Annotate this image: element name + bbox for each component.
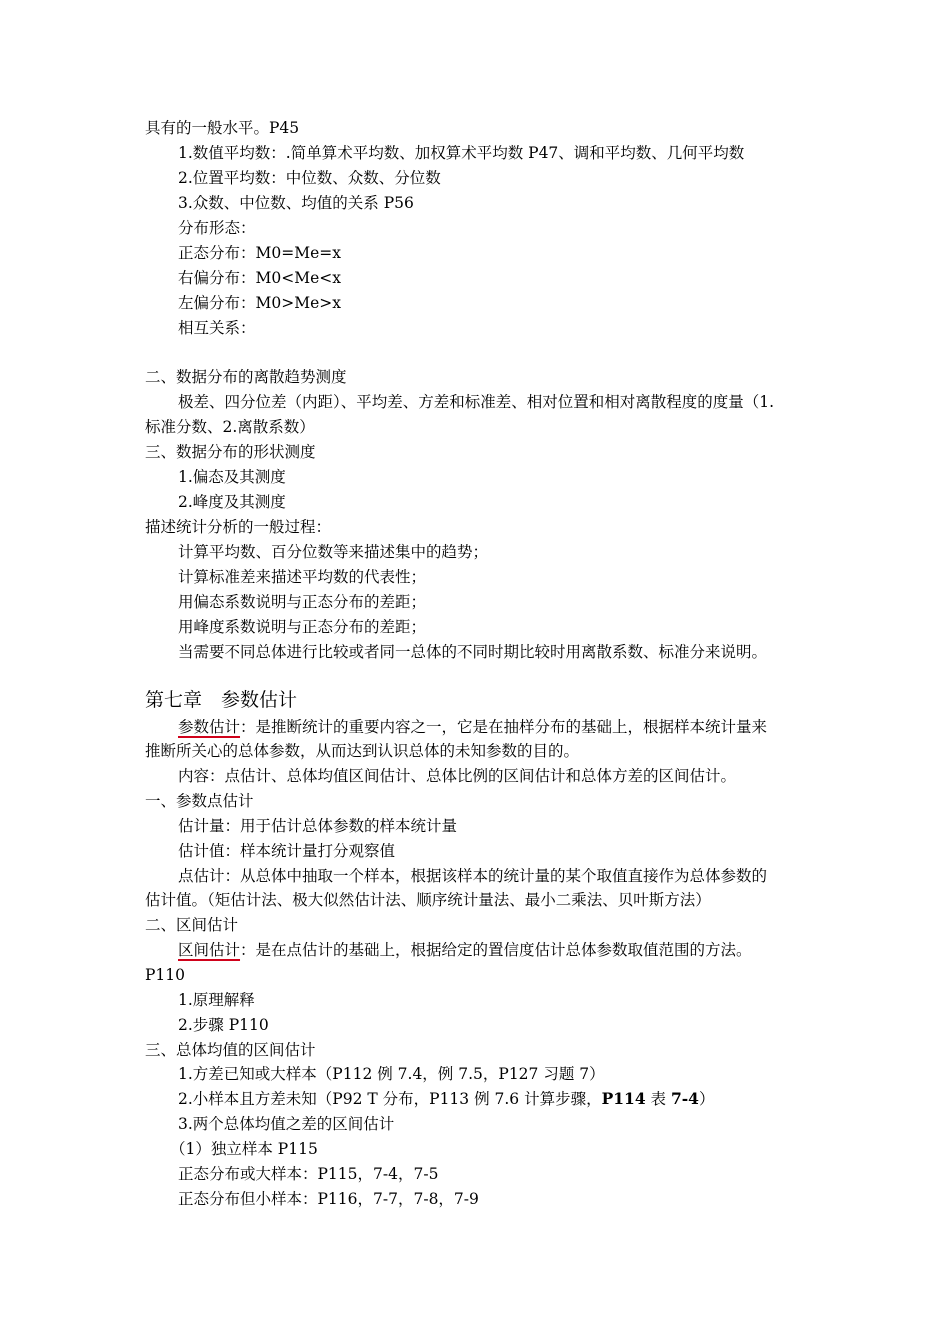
text-line: 当需要不同总体进行比较或者同一总体的不同时期比较时用离散系数、标准分来说明。: [178, 643, 768, 661]
underlined-term: 参数估计: [178, 718, 241, 736]
section-heading: 二、区间估计: [145, 916, 239, 934]
text-line: 2.步骤 P110: [178, 1016, 269, 1034]
text-line: 左偏分布：M0>Me>x: [178, 294, 341, 312]
text-line: 正态分布：M0=Me=x: [178, 244, 341, 262]
text-line: 正态分布但小样本：P116，7-7，7-8，7-9: [178, 1190, 479, 1208]
text-line: 估计量：用于估计总体参数的样本统计量: [178, 817, 458, 835]
text-line: 1.原理解释: [178, 991, 255, 1009]
text-line: （1）独立样本 P115: [170, 1140, 318, 1158]
text-line: 计算标准差来描述平均数的代表性；: [178, 568, 427, 586]
text-line: 用峰度系数说明与正态分布的差距；: [178, 618, 427, 636]
text-line: 1.偏态及其测度: [178, 468, 286, 486]
text-line: 2.位置平均数：中位数、众数、分位数: [178, 169, 441, 187]
text-line: 3.众数、中位数、均值的关系 P56: [178, 194, 414, 212]
text-line: 标准分数、2.离散系数）: [145, 418, 315, 436]
section-heading: 一、参数点估计: [145, 792, 254, 810]
text-line: 右偏分布：M0<Me<x: [178, 269, 341, 287]
text-line: 计算平均数、百分位数等来描述集中的趋势；: [178, 543, 489, 561]
text-line: P110: [145, 966, 186, 984]
text-line: 2.小样本且方差未知（P92 T 分布，P113 例 7.6 计算步骤，P114 表 7-4）: [178, 1089, 715, 1108]
text-line: 1.数值平均数：.简单算术平均数、加权算术平均数 P47、调和平均数、几何平均数: [178, 144, 745, 162]
text-line: 内容：点估计、总体均值区间估计、总体比例的区间估计和总体方差的区间估计。: [178, 767, 737, 785]
text-line: 2.峰度及其测度: [178, 493, 286, 511]
section-heading: 三、总体均值的区间估计: [145, 1041, 316, 1059]
text-line: 用偏态系数说明与正态分布的差距；: [178, 593, 427, 611]
text-line: 具有的一般水平。P45: [145, 119, 300, 137]
text-line: 1.方差已知或大样本（P112 例 7.4，例 7.5，P127 习题 7）: [178, 1065, 605, 1083]
underlined-term: 区间估计: [178, 941, 241, 959]
text-line: 极差、四分位差（内距）、平均差、方差和标准差、相对位置和相对离散程度的度量（1.: [178, 393, 775, 411]
text-line: 推断所关心的总体参数，从而达到认识总体的未知参数的目的。: [145, 742, 580, 760]
text-line: 相互关系：: [178, 319, 256, 337]
section-heading: 三、数据分布的形状测度: [145, 443, 316, 461]
text-line: 点估计：从总体中抽取一个样本，根据该样本的统计量的某个取值直接作为总体参数的: [178, 867, 768, 885]
text-line: 描述统计分析的一般过程：: [145, 518, 332, 536]
chapter-title: 第七章 参数估计: [145, 689, 298, 711]
text-line: 3.两个总体均值之差的区间估计: [178, 1115, 395, 1133]
text-line: 估计值。（矩估计法、极大似然估计法、顺序统计量法、最小二乘法、贝叶斯方法）: [145, 891, 711, 909]
text-line: 分布形态：: [178, 219, 256, 237]
text-line: 正态分布或大样本：P115，7-4，7-5: [178, 1165, 439, 1183]
text-line: 估计值：样本统计量打分观察值: [178, 842, 396, 860]
section-heading: 二、数据分布的离散趋势测度: [145, 368, 347, 386]
text-line: 参数估计：是推断统计的重要内容之一，它是在抽样分布的基础上，根据样本统计量来: [178, 718, 768, 736]
text-line: 区间估计：是在点估计的基础上，根据给定的置信度估计总体参数取值范围的方法。: [178, 941, 752, 959]
